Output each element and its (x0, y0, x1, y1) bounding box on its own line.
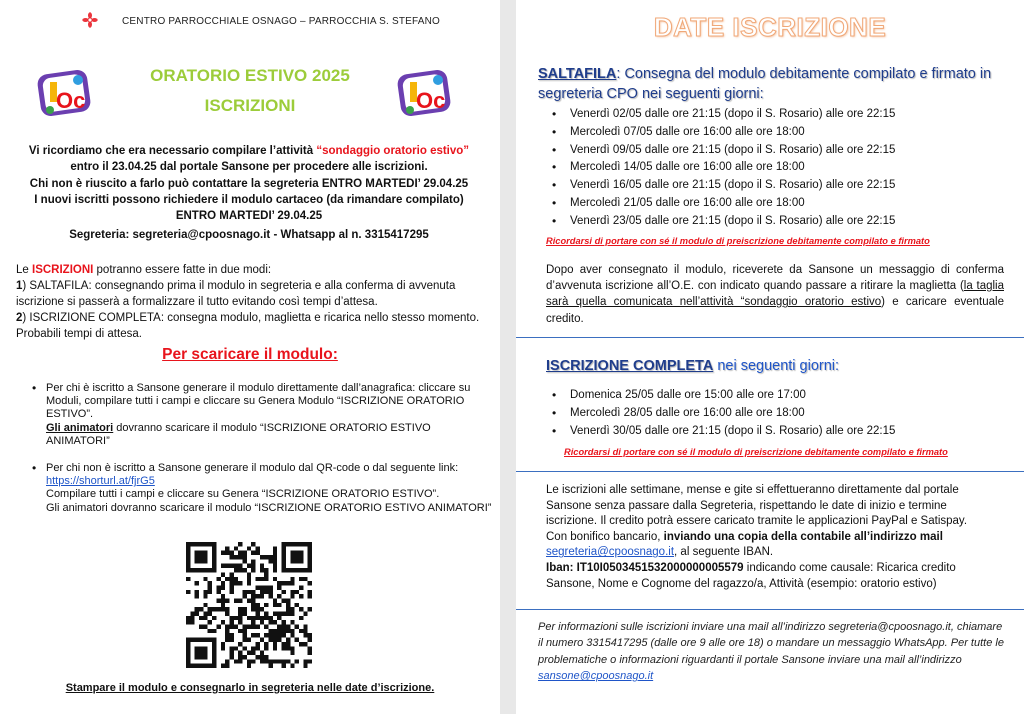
divider (516, 471, 1024, 472)
reminder-note: Ricordarsi di portare con sé il modulo di preiscrizione debitamente compilato e firmato (546, 236, 930, 246)
bonifico-line (546, 530, 994, 546)
intro-line-4: I nuovi iscritti possono richiedere il modulo cartaceo (da rimandare compilato) (34, 193, 464, 206)
date-item: • Venerdì 16/05 dalle ore 21:15 (dopo il S. Rosario) alle ore 22:15 (552, 177, 1012, 195)
mode-text: ) SALTAFILA: consegnando prima il modulo in segreteria e alla conferma di avvenuta iscrizione si passerà a formalizzare il tutto evitando così tempi d’attesa. (16, 280, 456, 308)
sondaggio-highlight: “sondaggio oratorio estivo” (316, 145, 470, 157)
right-page (516, 0, 1024, 714)
completa-label: ISCRIZIONE COMPLETA (546, 358, 714, 374)
weeks-text: Le iscrizioni alle settimane, mense e gite si effettueranno direttamente dal portale Sansone senza passare dalla Segreteria, rispettando le date di inizio e termine iscrizione. Il credito potrà essere caricato tramite le applicazioni PayPal e Satispay. (546, 484, 968, 528)
bullet-text: Per chi non è iscritto a Sansone generare il modulo dal QR-code o dal seguente link: (46, 462, 459, 474)
date-item: • Venerdì 30/05 dalle ore 21:15 (dopo il S. Rosario) alle ore 22:15 (552, 423, 1012, 441)
segreteria-email-link[interactable]: segreteria@cpoosnago.it (546, 546, 675, 559)
saltafila-label: SALTAFILA (538, 66, 617, 82)
iban-intro: , al seguente IBAN. (674, 546, 774, 559)
bonifico-text: Con bonifico bancario, (546, 530, 664, 543)
mode-saltafila (16, 278, 486, 310)
bullet-dot: • (32, 381, 37, 395)
saltafila-dates (552, 106, 1012, 231)
divider (516, 609, 1024, 610)
mode-completa (16, 310, 486, 342)
modes-block (16, 262, 486, 342)
completa-heading (546, 356, 1006, 376)
date-iscrizione-title: DATE ISCRIZIONE (653, 12, 887, 42)
divider (516, 337, 1024, 338)
bullet-text: Per chi è iscritto a Sansone generare il modulo direttamente dall’anagrafica: cliccare su Moduli, compilare tutti i campi e cliccare su Genera Modulo “ISCRIZIONE ORATORIO ESTIVO”. (46, 382, 471, 421)
flower-icon (82, 12, 98, 28)
saltafila-text: : Consegna del modulo debitamente compilato e firmato in segreteria CPO nei seguenti giorni: (538, 66, 992, 102)
iscrizioni-highlight: ISCRIZIONI (32, 264, 94, 276)
intro-line-6: Segreteria: segreteria@cpoosnago.it - Whatsapp al n. 3315417295 (69, 229, 429, 242)
date-item: • Domenica 25/05 dalle ore 15:00 alle ore 17:00 (552, 387, 1012, 405)
bullet-dot: • (32, 461, 37, 475)
after-text: Dopo aver consegnato il modulo, riceverete da Sansone un messaggio di conferma d’avvenuta iscrizione all’O.E. con indicato quando passare a ritirare la maglietta ( (546, 264, 1004, 293)
title-line-1: ORATORIO ESTIVO 2025 (150, 66, 350, 85)
after-delivery-text (546, 262, 1004, 327)
download-bullet-1 (32, 382, 496, 448)
download-bullet-2 (32, 462, 496, 515)
intro-text: Vi ricordiamo che era necessario compilare l’attività (28, 145, 317, 157)
bullet-text: dovranno scaricare il modulo “ISCRIZIONE ORATORIO ESTIVO ANIMATORI” (46, 421, 431, 447)
sansone-email-link[interactable]: sansone@cpoosnago.it (538, 670, 654, 683)
modes-text: potranno essere fatte in due modi: (93, 264, 272, 276)
intro-line-5: ENTRO MARTEDI’ 29.04.25 (175, 210, 323, 223)
after-text: ) e caricare eventuale credito. (546, 296, 1004, 325)
reminder-note-2: Ricordarsi di portare con sé il modulo di preiscrizione debitamente compilato e firmato (564, 447, 948, 457)
saltafila-heading (538, 64, 1008, 104)
logo-text: Oc (56, 88, 86, 113)
intro-line-2: entro il 23.04.25 dal portale Sansone per procedere alle iscrizioni. (70, 161, 428, 174)
date-item: • Venerdì 23/05 dalle ore 21:15 (dopo il S. Rosario) alle ore 22:15 (552, 213, 1012, 231)
modes-text: Le (16, 264, 32, 276)
iban-text: indicando come causale: Ricarica credito Sansone, Nome e Cognome del ragazzo/a, Attività (esempio: oratorio estivo) (546, 561, 956, 590)
download-heading: Per scaricare il modulo: (162, 346, 338, 363)
bullet-text: Gli animatori dovranno scaricare il modulo “ISCRIZIONE ORATORIO ESTIVO ANIMATORI” (46, 501, 492, 514)
title-line-2: ISCRIZIONI (204, 96, 296, 115)
intro-block (10, 143, 488, 244)
intro-line-3: Chi non è riuscito a farlo può contattare la segreteria ENTRO MARTEDI’ 29.04.25 (29, 177, 469, 190)
date-item: • Mercoledì 28/05 dalle ore 16:00 alle ore 18:00 (552, 405, 1012, 423)
mode-text: ) ISCRIZIONE COMPLETA: consegna modulo, maglietta e ricarica nello stesso momento. Probabili tempi di attesa. (16, 312, 480, 340)
iban-line (546, 561, 994, 592)
info-block (538, 619, 1004, 685)
logo-text: Oc (416, 88, 446, 113)
header-org: CENTRO PARROCCHIALE OSNAGO – PARROCCHIA S. STEFANO (122, 16, 441, 27)
weeks-block (546, 483, 994, 592)
bullet-text-animatori (46, 422, 496, 448)
modes-intro (16, 262, 486, 278)
shorturl-link[interactable]: https://shorturl.at/fjrG5 (46, 475, 155, 488)
date-item: • Mercoledì 14/05 dalle ore 16:00 alle ore 18:00 (552, 159, 1012, 177)
oratorio-logo-right (396, 64, 456, 120)
date-item: • Mercoledì 21/05 dalle ore 16:00 alle ore 18:00 (552, 195, 1012, 213)
mode-number: 2 (16, 312, 23, 324)
info-text: Per informazioni sulle iscrizioni inviare una mail all’indirizzo segreteria@cpoosnago.it, chiamare il numero 3315417295 (dalle ore 9 alle ore 18) o mandare un messaggio WhatsApp. Per tutte le problematiche o informazioni riguardanti il portale Sansone inviare una mail all’indirizzo (538, 621, 1004, 666)
qr-code[interactable] (186, 542, 312, 668)
bonifico-bold: inviando una copia della contabile all’indirizzo mail (663, 530, 943, 543)
date-item: • Venerdì 09/05 dalle ore 21:15 (dopo il S. Rosario) alle ore 22:15 (552, 142, 1012, 160)
iban-label: Iban: IT10I0503451532000000005579 (546, 561, 744, 574)
bullet-text-link (46, 462, 496, 488)
email-line (546, 545, 994, 561)
left-page (0, 0, 500, 714)
date-item: • Mercoledì 07/05 dalle ore 16:00 alle ore 18:00 (552, 124, 1012, 142)
print-instruction: Stampare il modulo e consegnarlo in segreteria nelle date d’iscrizione. (65, 682, 435, 694)
intro-line-1 (10, 143, 488, 159)
taglia-note: la taglia sarà quella comunicata nell’attività “sondaggio oratorio estivo (546, 280, 1004, 309)
bullet-text: Compilare tutti i campi e cliccare su Genera “ISCRIZIONE ORATORIO ESTIVO”. (46, 488, 440, 501)
date-item: • Venerdì 02/05 dalle ore 21:15 (dopo il S. Rosario) alle ore 22:15 (552, 106, 1012, 124)
oratorio-logo-left (36, 64, 96, 120)
completa-dates (552, 387, 1012, 440)
completa-text: nei seguenti giorni: (713, 358, 840, 374)
mode-number: 1 (16, 280, 23, 292)
animatori-label: Gli animatori (46, 421, 114, 434)
